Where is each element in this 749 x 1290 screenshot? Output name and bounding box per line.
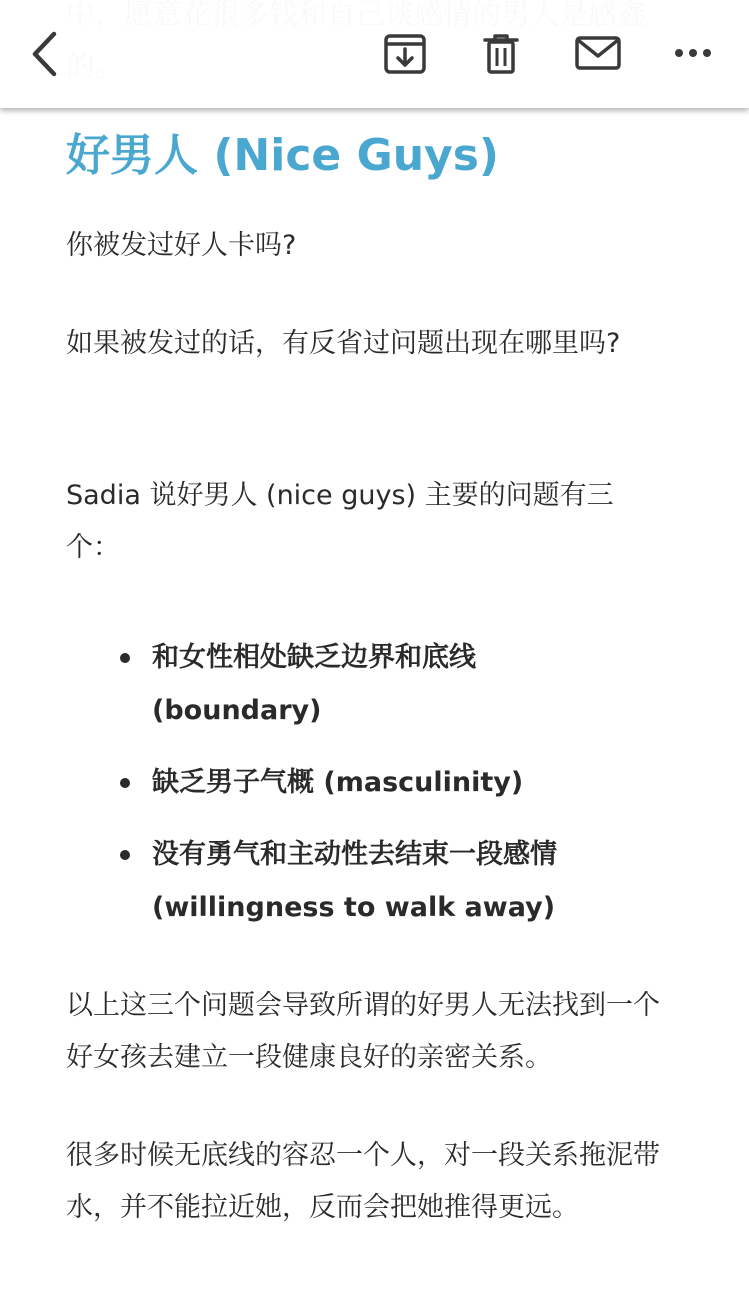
article-section-title: 好男人 (Nice Guys) bbox=[66, 130, 499, 181]
archive-down-icon bbox=[383, 33, 427, 75]
delete-button[interactable] bbox=[480, 31, 522, 77]
bullet-dot-icon bbox=[120, 850, 130, 860]
bullet-item-text: 和女性相处缺乏边界和底线 (boundary) bbox=[152, 642, 476, 726]
bullet-item bbox=[66, 756, 622, 809]
article-paragraph: 很多时候无底线的容忍一个人，对一段关系拖泥带水，并不能拉近她，反而会把她推得更远。 bbox=[66, 1140, 660, 1223]
bullet-item bbox=[66, 828, 622, 934]
bullet-item bbox=[66, 631, 622, 737]
article-paragraph: 以上这三个问题会导致所谓的好男人无法找到一个好女孩去建立一段健康良好的亲密关系。 bbox=[66, 990, 660, 1073]
bullet-item-text: 没有勇气和主动性去结束一段感情 (willingness to walk away) bbox=[152, 839, 557, 923]
email-toolbar bbox=[0, 0, 749, 108]
chevron-left-icon bbox=[29, 30, 59, 78]
more-options-button[interactable] bbox=[672, 38, 714, 68]
more-horizontal-icon bbox=[674, 47, 712, 59]
article-paragraph: 如果被发过的话，有反省过问题出现在哪里吗? bbox=[66, 328, 621, 359]
archive-button[interactable] bbox=[381, 31, 429, 77]
mail-button[interactable] bbox=[572, 33, 624, 73]
back-button[interactable] bbox=[22, 26, 66, 82]
mail-icon bbox=[574, 35, 622, 71]
article-paragraph: 你被发过好人卡吗? bbox=[66, 230, 297, 261]
bullet-item-text: 缺乏男子气概 (masculinity) bbox=[152, 767, 524, 798]
article-paragraph: Sadia 说好男人 (nice guys) 主要的问题有三个： bbox=[66, 480, 614, 563]
problem-bullet-list bbox=[66, 631, 686, 953]
bullet-dot-icon bbox=[120, 778, 130, 788]
bullet-dot-icon bbox=[120, 653, 130, 663]
trash-icon bbox=[483, 33, 519, 75]
